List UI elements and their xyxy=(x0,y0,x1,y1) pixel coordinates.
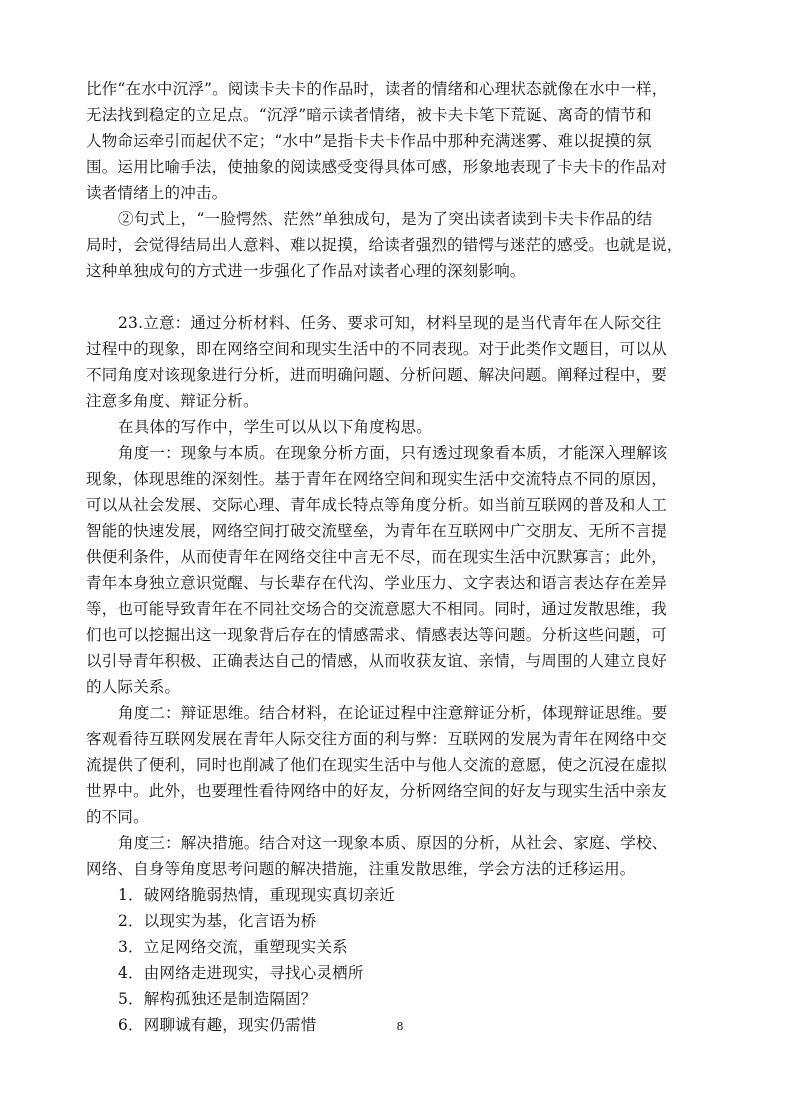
text-line: 局时，会觉得结局出人意料、难以捉摸，给读者强烈的错愕与迷茫的感受。也就是说， xyxy=(86,236,683,254)
text-line: 这种单独成句的方式进一步强化了作品对读者心理的深刻影响。 xyxy=(86,262,526,280)
text-line: 流提供了便利，同时也削减了他们在现实生活中与他人交流的意愿，使之沉浸在虚拟 xyxy=(86,756,667,774)
text-line: 注意多角度、辩证分析。 xyxy=(86,392,259,410)
text-line: 等，也可能导致青年在不同社交场合的交流意愿大不相同。同时，通过发散思维，我 xyxy=(86,600,667,618)
text-line: 供便利条件，从而使青年在网络交往中言无不尽，而在现实生活中沉默寡言；此外， xyxy=(86,548,667,566)
list-item: 4．由网络走进现实，寻找心灵栖所 xyxy=(118,964,364,982)
text-line: 角度三：解决措施。结合对这一现象本质、原因的分析，从社会、家庭、学校、 xyxy=(118,834,668,852)
text-line: 的不同。 xyxy=(86,808,149,826)
text-line: 无法找到稳定的立足点。“沉浮”暗示读者情绪，被卡夫卡笔下荒诞、离奇的情节和 xyxy=(86,106,652,124)
paragraph-gap xyxy=(86,284,718,310)
text-line: 角度一：现象与本质。在现象分析方面，只有透过现象看本质，才能深入理解该 xyxy=(118,444,668,462)
text-line: 的人际关系。 xyxy=(86,678,181,696)
text-line: 智能的快速发展，网络空间打破交流壁垒，为青年在互联网中广交朋友、无所不言提 xyxy=(86,522,667,540)
text-line: 人物命运牵引而起伏不定；“水中”是指卡夫卡作品中那种充满迷雾、难以捉摸的氛 xyxy=(86,132,652,150)
text-line: ②句式上，“一脸愕然、茫然”单独成句，是为了突出读者读到卡夫卡作品的结 xyxy=(118,210,653,228)
text-line: 青年本身独立意识觉醒、与长辈存在代沟、学业压力、文字表达和语言表达存在差异 xyxy=(86,574,667,592)
text-line: 以引导青年积极、正确表达自己的情感，从而收获友谊、亲情，与周围的人建立良好 xyxy=(86,652,667,670)
text-line: 不同角度对该现象进行分析，进而明确问题、分析问题、解决问题。阐释过程中，要 xyxy=(86,366,667,384)
text-line: 读者情绪上的冲击。 xyxy=(86,184,228,202)
text-line: 世界中。此外，也要理性看待网络中的好友，分析网络空间的好友与现实生活中亲友 xyxy=(86,782,667,800)
list-item: 3．立足网络交流，重塑现实关系 xyxy=(118,938,348,956)
text-line: 在具体的写作中，学生可以从以下角度构思。 xyxy=(118,418,433,436)
text-line: 网络、自身等角度思考问题的解决措施，注重发散思维，学会方法的迁移运用。 xyxy=(86,860,636,878)
text-line: 围。运用比喻手法，使抽象的阅读感受变得具体可感，形象地表现了卡夫卡的作品对 xyxy=(86,158,667,176)
text-line: 比作“在水中沉浮”。阅读卡夫卡的作品时，读者的情绪和心理状态就像在水中一样， xyxy=(86,80,668,98)
text-line: 客观看待互联网发展在青年人际交往方面的利与弊：互联网的发展为青年在网络中交 xyxy=(86,730,667,748)
document-body xyxy=(86,76,718,1038)
page-number: 8 xyxy=(396,1020,404,1033)
text-line: 角度二：辩证思维。结合材料，在论证过程中注意辩证分析，体现辩证思维。要 xyxy=(118,704,668,722)
list-item: 1．破网络脆弱热情，重现现实真切亲近 xyxy=(118,886,395,904)
text-line: 过程中的现象，即在网络空间和现实生活中的不同表现。对于此类作文题目，可以从 xyxy=(86,340,667,358)
text-line: 可以从社会发展、交际心理、青年成长特点等角度分析。如当前互联网的普及和人工 xyxy=(86,496,667,514)
text-line: 23.立意：通过分析材料、任务、要求可知，材料呈现的是当代青年在人际交往 xyxy=(118,314,662,332)
list-item: 2．以现实为基，化言语为桥 xyxy=(118,912,317,930)
list-item: 6．网聊诚有趣，现实仍需惜 xyxy=(118,1016,317,1034)
text-line: 现象，体现思维的深刻性。基于青年在网络空间和现实生活中交流特点不同的原因， xyxy=(86,470,667,488)
text-line: 们也可以挖掘出这一现象背后存在的情感需求、情感表达等问题。分析这些问题，可 xyxy=(86,626,667,644)
list-item: 5．解构孤独还是制造隔固？ xyxy=(118,990,317,1008)
